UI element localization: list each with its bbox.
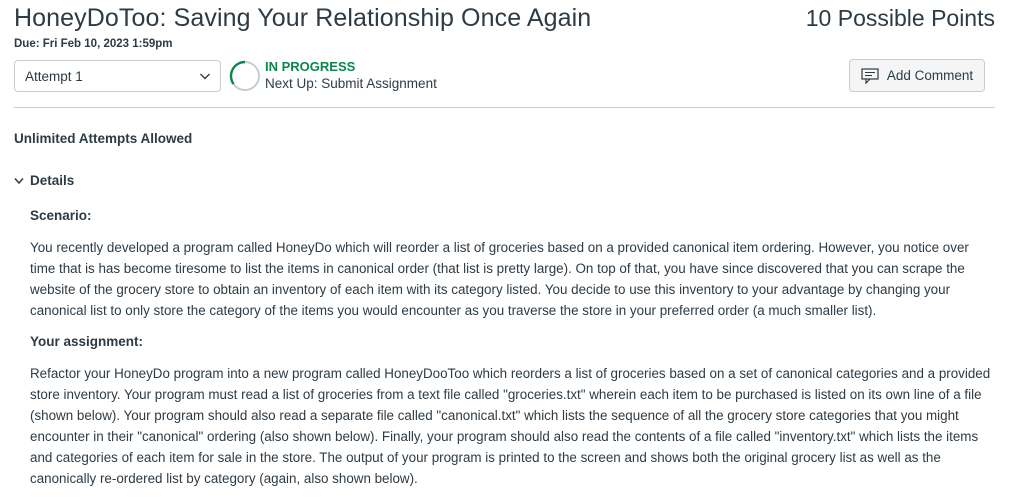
assignment-title: HoneyDoToo: Saving Your Relationship Once Again [14, 4, 592, 32]
attempts-note: Unlimited Attempts Allowed [14, 131, 193, 146]
next-up-step: Next Up: Submit Assignment [265, 76, 437, 91]
scenario-text: You recently developed a program called HoneyDo which will reorder a list of groceries based on a provided canonical item ordering. However, you notice over time that is has become tiresome to list the items in canonical order (that list is pretty large). On top of that, you have since discovered that you can scrape the website of the grocery store to obtain an inventory of each item with its category listed. You decide to use this inventory to your advantage by changing your canonical list to only store the category of the items you would encounter as you traverse the store in your preferred order (a much smaller list). [30, 240, 969, 318]
add-comment-button[interactable] [849, 59, 985, 92]
chevron-down-icon [14, 177, 24, 185]
attempt-select[interactable] [14, 60, 221, 92]
assignment-text: Refactor your HoneyDo program into a new program called HoneyDooToo which reorders a list of groceries based on a set of canonical categories and a provided store inventory. Your program must read a list of groceries from a text file called "groceries.txt" wherein each item to be purchased is listed on its own line of a file (shown below). Your program should also read a separate file called "canonical.txt" which lists the sequence of all the grocery store categories that you might encounter in their "canonical" ordering (also shown below). Finally, your program should also read the contents of a file called "inventory.txt" which lists the items and categories of each item for sale in the store. The output of your program is printed to the screen and shows both the original grocery list as well as the canonically re-ordered list by category (again, also shown below). [30, 366, 991, 486]
header-divider [14, 107, 995, 108]
scenario-heading: Scenario: [30, 208, 92, 223]
due-date: Due: Fri Feb 10, 2023 1:59pm [14, 38, 173, 50]
add-comment-label: Add Comment [886, 68, 974, 83]
attempt-select-value: Attempt 1 [25, 68, 83, 84]
details-label: Details [30, 173, 75, 188]
assignment-heading: Your assignment: [30, 334, 144, 349]
progress-status: IN PROGRESS [265, 59, 356, 74]
comment-icon [861, 68, 879, 84]
details-toggle[interactable] [14, 173, 74, 188]
progress-ring-icon [229, 60, 261, 92]
possible-points: 10 Possible Points [805, 5, 995, 31]
chevron-down-icon [199, 70, 211, 82]
